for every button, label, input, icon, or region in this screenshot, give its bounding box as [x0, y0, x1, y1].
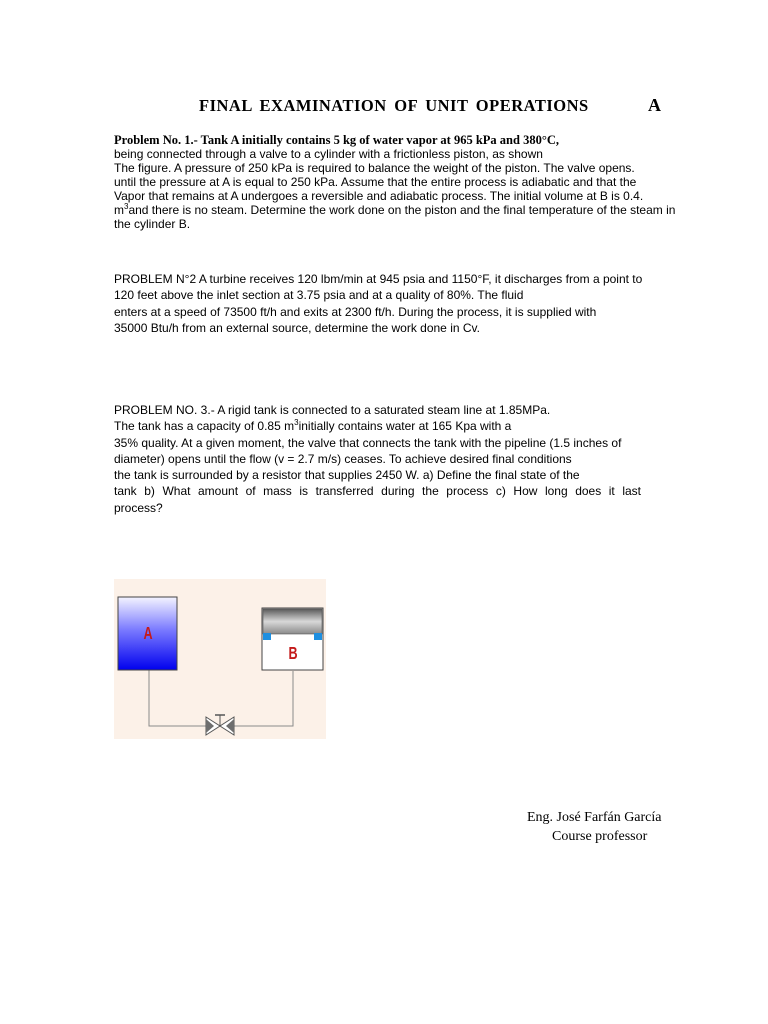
unit-base: m — [114, 203, 124, 217]
piston-stop-left — [263, 633, 271, 640]
capacity-text-rest: initially contains water at 165 Kpa with a — [298, 419, 512, 434]
problem-3-line: PROBLEM NO. 3.- A rigid tank is connected to a saturated steam line at 1.85MPa. — [114, 403, 551, 417]
problem-1-line: The figure. A pressure of 250 kPa is required to balance the weight of the piston. The valve opens. — [114, 161, 635, 175]
problem-1-line: Vapor that remains at A undergoes a reversible and adiabatic process. The initial volume at B is 0.4. — [114, 189, 644, 203]
problem-3-line: diameter) opens until the flow (v = 2.7 m/s) ceases. To achieve desired final conditions — [114, 451, 572, 466]
problem-3-line: process? — [114, 500, 163, 515]
piston-stop-right — [314, 633, 322, 640]
cylinder-b-label: B — [288, 643, 298, 664]
problem-3-line: tank b) What amount of mass is transferred during the process c) How long does it last — [114, 484, 641, 499]
problem-2-line: enters at a speed of 73500 ft/h and exits at 2300 ft/h. During the process, it is supplied with — [114, 304, 597, 319]
problem-3-line: 35% quality. At a given moment, the valve that connects the tank with the pipeline (1.5 inches of — [114, 435, 622, 450]
problem-3 — [114, 402, 641, 516]
capacity-text: The tank has a capacity of 0.85 m — [114, 419, 295, 434]
problem-2 — [114, 271, 674, 336]
exam-title: FINAL EXAMINATION OF UNIT OPERATIONS — [199, 96, 589, 115]
problem-2-line: 120 feet above the inlet section at 3.75 psia and at a quality of 80%. The fluid — [114, 288, 524, 303]
problem-1-line-volume — [114, 203, 674, 217]
exam-version-letter: A — [648, 95, 661, 115]
problem-1-heading: Problem No. 1.- Tank A initially contains 5 kg of water vapor at 965 kPa and 380°C, — [114, 133, 559, 147]
problem-2-line: PROBLEM N°2 A turbine receives 120 lbm/min at 945 psia and 1150°F, it discharges from a point to — [114, 272, 643, 286]
problem-1-line-text: and there is no steam. Determine the work done on the piston and the final temperature of the steam in — [128, 203, 676, 217]
professor-role: Course professor — [552, 829, 648, 844]
professor-name: Eng. José Farfán García — [527, 810, 662, 825]
tank-cylinder-diagram — [114, 579, 326, 739]
problem-1-line: being connected through a valve to a cylinder with a frictionless piston, as shown — [114, 147, 543, 161]
problem-1-line: the cylinder B. — [114, 217, 191, 231]
unit-superscript: 3 — [124, 202, 129, 211]
piston — [263, 609, 322, 634]
problem-2-line: 35000 Btu/h from an external source, determine the work done in Cv. — [114, 320, 480, 335]
problem-3-line: the tank is surrounded by a resistor that supplies 2450 W. a) Define the final state of the — [114, 468, 580, 483]
problem-1 — [114, 133, 674, 231]
problem-3-line-capacity — [114, 418, 641, 434]
problem-1-line: until the pressure at A is equal to 250 kPa. Assume that the entire process is adiabatic and that the — [114, 175, 637, 189]
tank-a-label: A — [143, 623, 153, 644]
unit-superscript: 3 — [294, 418, 299, 428]
